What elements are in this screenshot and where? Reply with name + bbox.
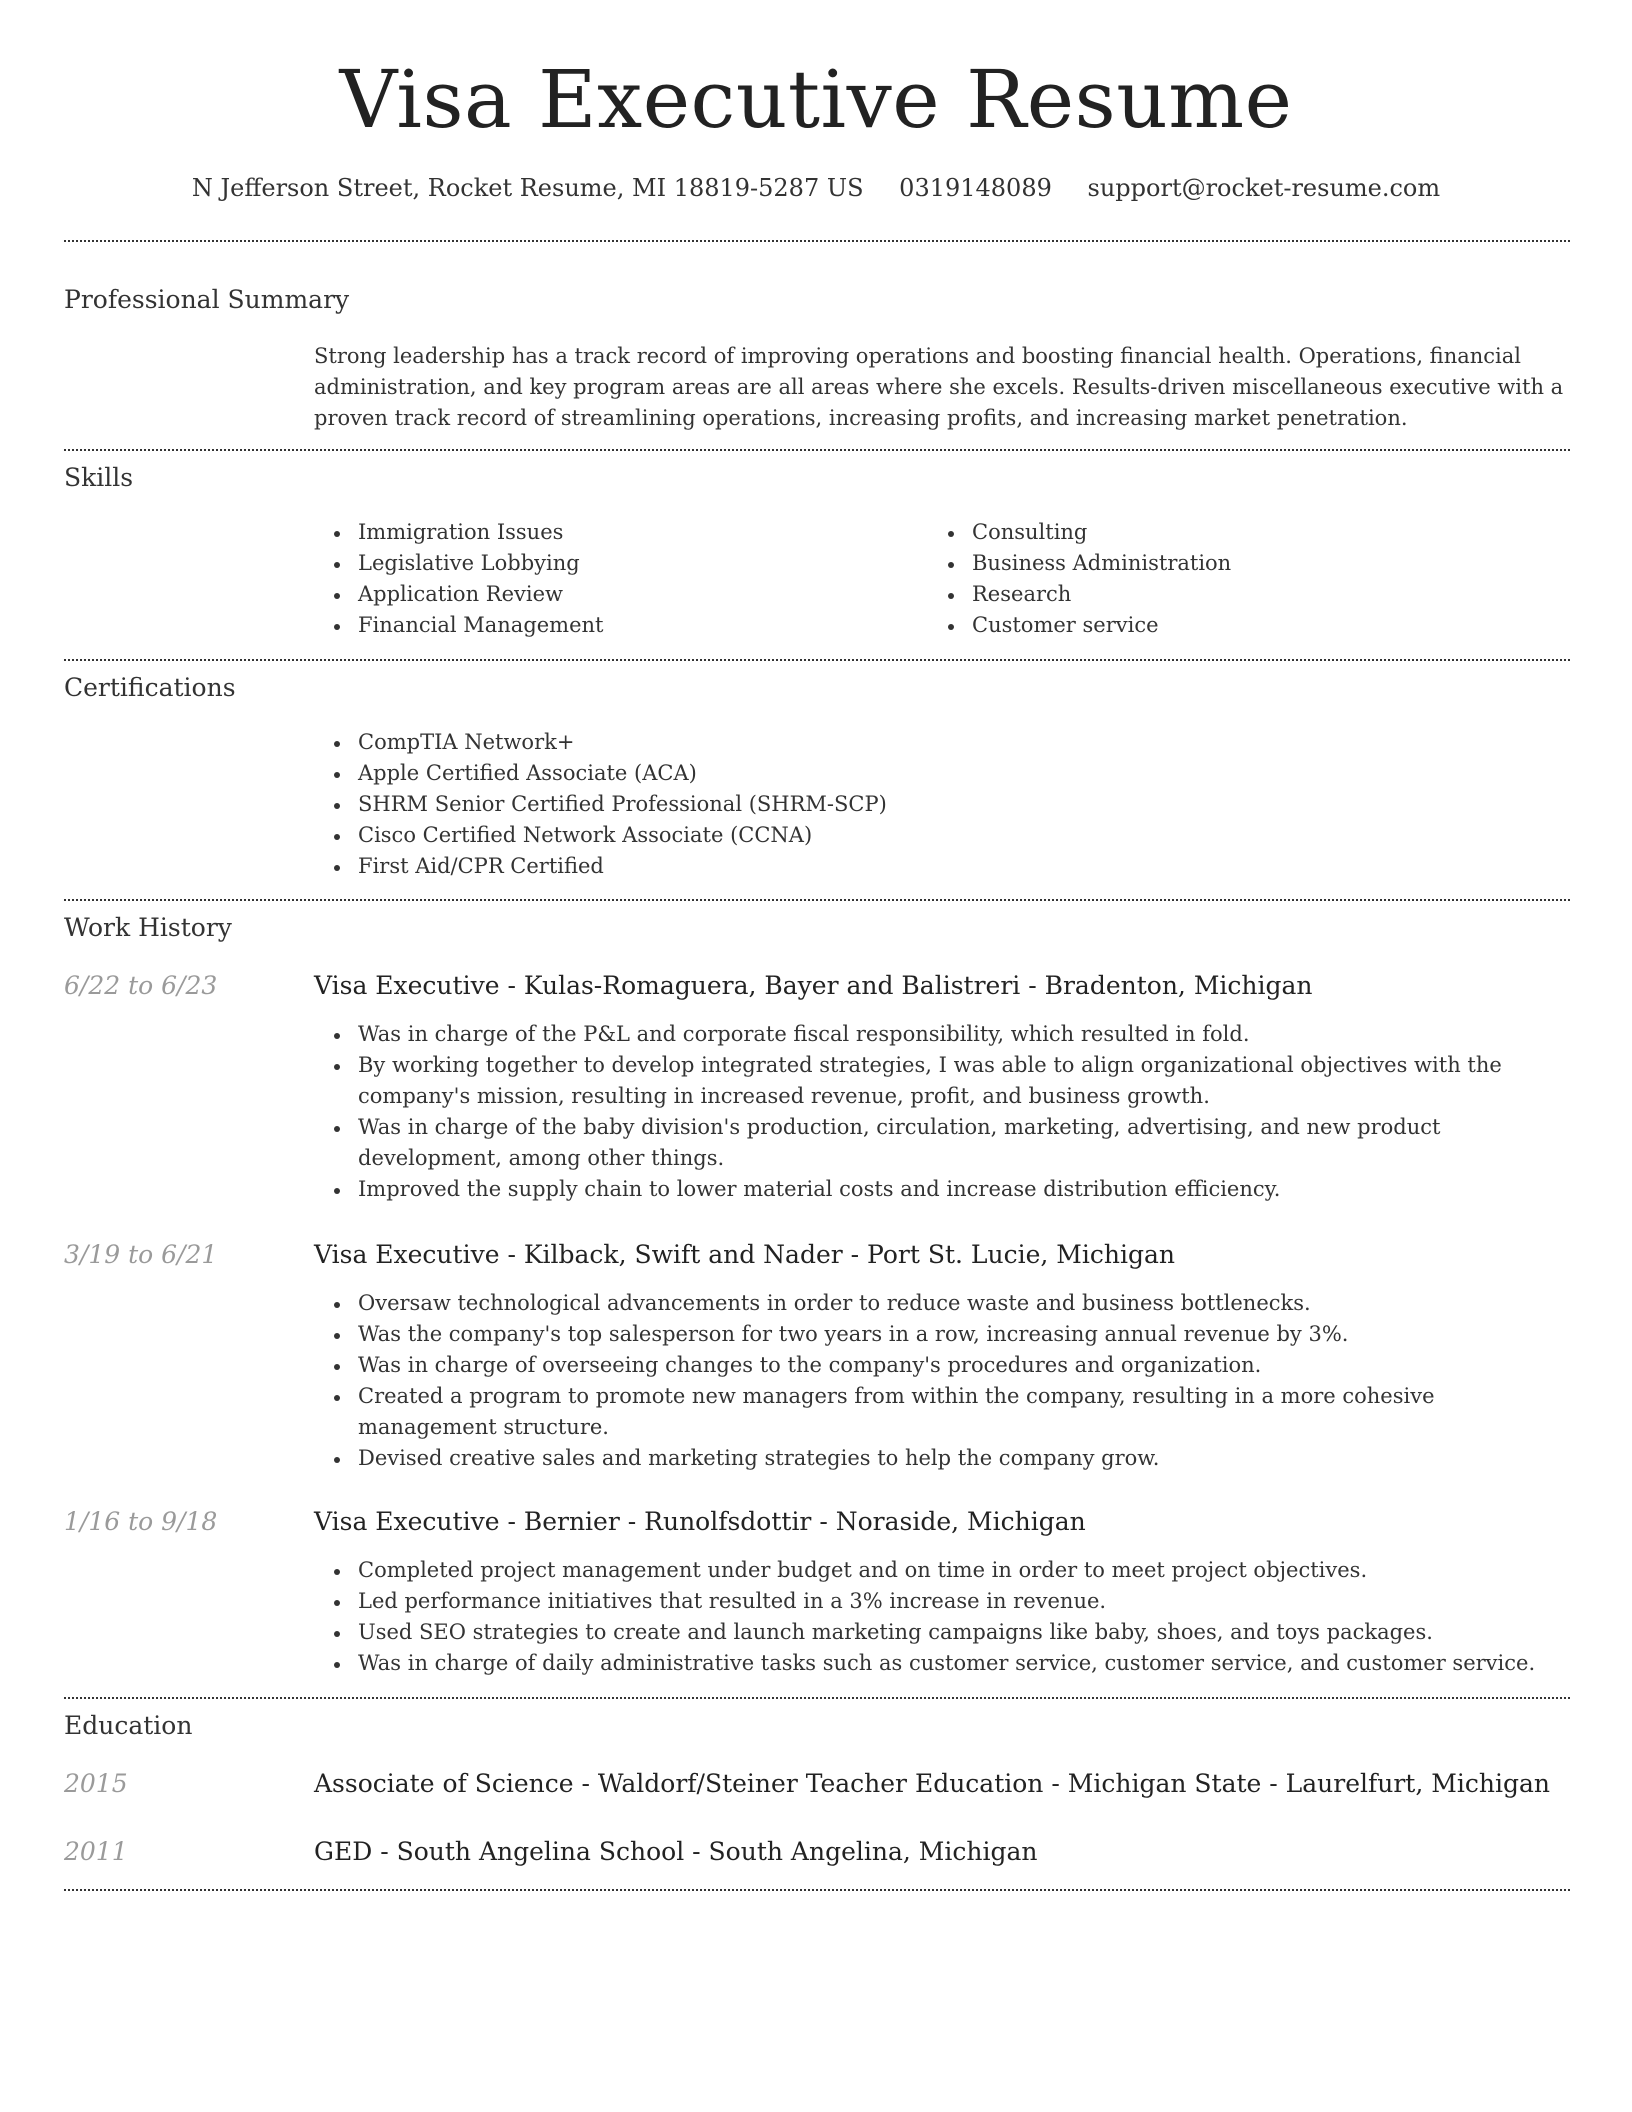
skill-item: Business Administration — [928, 548, 1488, 579]
job-bullet: Was in charge of the baby division's production, circulation, marketing, advertising, and new product development, among other things. — [314, 1112, 1564, 1174]
job-bullet: Oversaw technological advancements in order to reduce waste and business bottlenecks. — [314, 1288, 1564, 1319]
education-year: 2015 — [64, 1769, 128, 1798]
job-bullet: By working together to develop integrated strategies, I was able to align organizational objectives with the company's mission, resulting in increased revenue, profit, and business growth. — [314, 1050, 1564, 1112]
section-title-education: Education — [64, 1711, 193, 1740]
job-title: Visa Executive - Kulas-Romaguera, Bayer and Balistreri - Bradenton, Michigan — [314, 971, 1313, 1000]
contact-address: N Jefferson Street, Rocket Resume, MI 18819-5287 US — [191, 174, 864, 202]
skill-item: Research — [928, 579, 1488, 610]
certification-item: Apple Certified Associate (ACA) — [314, 758, 1564, 789]
divider — [64, 449, 1570, 451]
certification-item: Cisco Certified Network Associate (CCNA) — [314, 820, 1564, 851]
skills-list-left — [314, 517, 874, 641]
job-bullet: Was in charge of overseeing changes to the company's procedures and organization. — [314, 1350, 1564, 1381]
job-bullet: Devised creative sales and marketing strategies to help the company grow. — [314, 1443, 1564, 1474]
section-title-skills: Skills — [64, 463, 134, 492]
contact-line — [0, 170, 1632, 206]
job-bullet: Was in charge of daily administrative tasks such as customer service, customer service, and customer service. — [314, 1648, 1564, 1679]
education-title: Associate of Science - Waldorf/Steiner Teacher Education - Michigan State - Laurelfurt, Michigan — [314, 1769, 1550, 1798]
job-dates: 6/22 to 6/23 — [64, 971, 218, 1000]
certifications-list — [314, 727, 1564, 882]
skill-item: Application Review — [314, 579, 874, 610]
job-bullet: Completed project management under budget and on time in order to meet project objectives. — [314, 1555, 1564, 1586]
job-bullet: Led performance initiatives that resulted in a 3% increase in revenue. — [314, 1586, 1564, 1617]
job-bullet: Used SEO strategies to create and launch marketing campaigns like baby, shoes, and toys packages. — [314, 1617, 1564, 1648]
job-bullet: Improved the supply chain to lower material costs and increase distribution efficiency. — [314, 1174, 1564, 1205]
skill-item: Legislative Lobbying — [314, 548, 874, 579]
section-title-summary: Professional Summary — [64, 285, 350, 314]
job-bullet: Was in charge of the P&L and corporate fiscal responsibility, which resulted in fold. — [314, 1019, 1564, 1050]
job-bullets — [314, 1288, 1564, 1474]
skill-item: Immigration Issues — [314, 517, 874, 548]
job-bullet: Created a program to promote new managers from within the company, resulting in a more cohesive management structure. — [314, 1381, 1564, 1443]
job-bullets — [314, 1555, 1564, 1679]
skill-item: Customer service — [928, 610, 1488, 641]
resume-title: Visa Executive Resume — [339, 53, 1293, 146]
education-year: 2011 — [64, 1837, 128, 1866]
education-title: GED - South Angelina School - South Angelina, Michigan — [314, 1837, 1038, 1866]
job-bullet: Was the company's top salesperson for two years in a row, increasing annual revenue by 3%. — [314, 1319, 1564, 1350]
skill-item: Consulting — [928, 517, 1488, 548]
job-dates: 3/19 to 6/21 — [64, 1240, 218, 1269]
divider — [64, 659, 1570, 661]
contact-phone: 0319148089 — [899, 174, 1052, 202]
divider — [64, 1889, 1570, 1891]
job-title: Visa Executive - Bernier - Runolfsdottir - Noraside, Michigan — [314, 1507, 1086, 1536]
certification-item: CompTIA Network+ — [314, 727, 1564, 758]
skill-item: Financial Management — [314, 610, 874, 641]
certification-item: First Aid/CPR Certified — [314, 851, 1564, 882]
contact-email: support@rocket-resume.com — [1087, 174, 1441, 202]
job-dates: 1/16 to 9/18 — [64, 1507, 218, 1536]
summary-text: Strong leadership has a track record of improving operations and boosting financial health. Operations, financial administration, and key program areas are all areas where she excels. Results-driven miscellaneous executive with a proven track record of streamlining operations, increasing profits, and increasing market penetration. — [314, 344, 1564, 430]
job-title: Visa Executive - Kilback, Swift and Nader - Port St. Lucie, Michigan — [314, 1240, 1176, 1269]
certification-item: SHRM Senior Certified Professional (SHRM-SCP) — [314, 789, 1564, 820]
section-title-work-history: Work History — [64, 913, 232, 942]
skills-list-right — [928, 517, 1488, 641]
divider — [64, 240, 1570, 242]
section-title-certifications: Certifications — [64, 673, 236, 702]
job-bullets — [314, 1019, 1564, 1205]
divider — [64, 1697, 1570, 1699]
divider — [64, 899, 1570, 901]
